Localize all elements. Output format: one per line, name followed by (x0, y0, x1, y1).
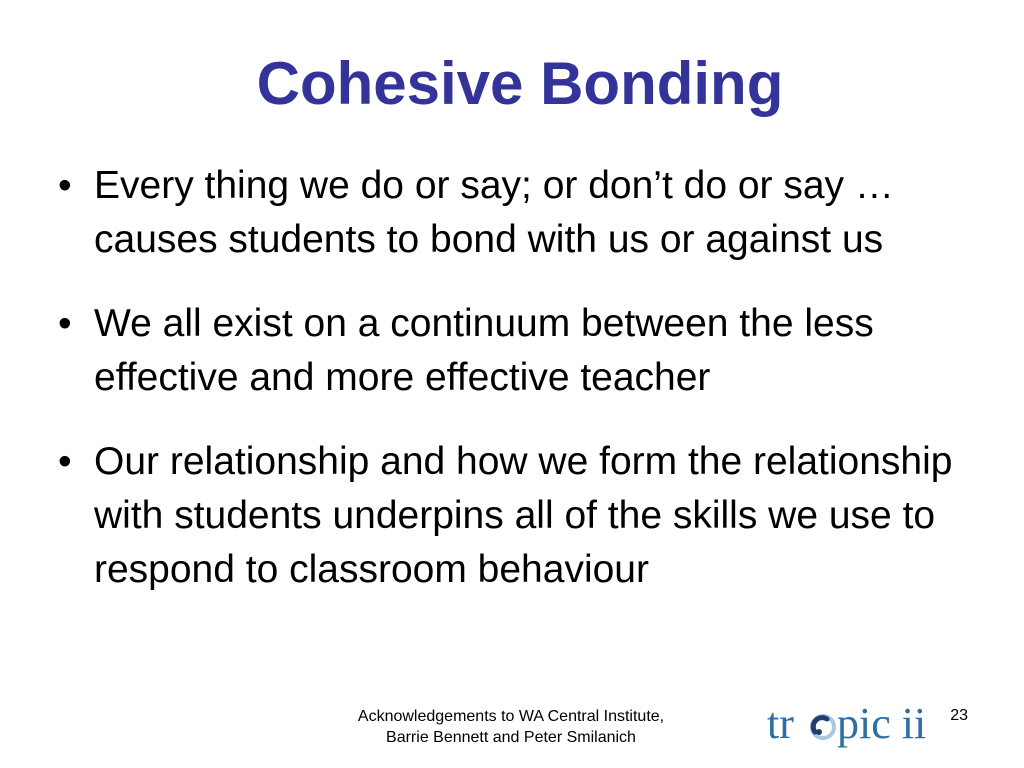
logo-text-left: tr (767, 699, 794, 748)
acknowledgement-footer: Acknowledgements to WA Central Institute, Barrie Bennett and Peter Smilanich (357, 708, 665, 746)
tropic-ii-logo (767, 694, 967, 758)
bullet-marker: • (58, 302, 72, 345)
bullet-text: We all exist on a continuum between the less effective and more effective teacher (94, 302, 874, 399)
bullet-item (58, 159, 978, 267)
bullet-list (58, 159, 978, 627)
logo-text-right: pic ii (837, 699, 927, 748)
bullet-text: Our relationship and how we form the relationship with students underpins all of the skills we use to respond to classroom behaviour (94, 440, 953, 591)
slide-title: Cohesive Bonding (256, 50, 784, 117)
page-number: 23 (950, 707, 968, 724)
bullet-marker: • (58, 164, 72, 207)
bullet-marker: • (58, 440, 72, 483)
bullet-item (58, 435, 978, 597)
bullet-text: Every thing we do or say; or don’t do or say … causes students to bond with us or against us (94, 164, 894, 261)
bullet-item (58, 297, 978, 405)
swirl-icon (812, 716, 834, 738)
